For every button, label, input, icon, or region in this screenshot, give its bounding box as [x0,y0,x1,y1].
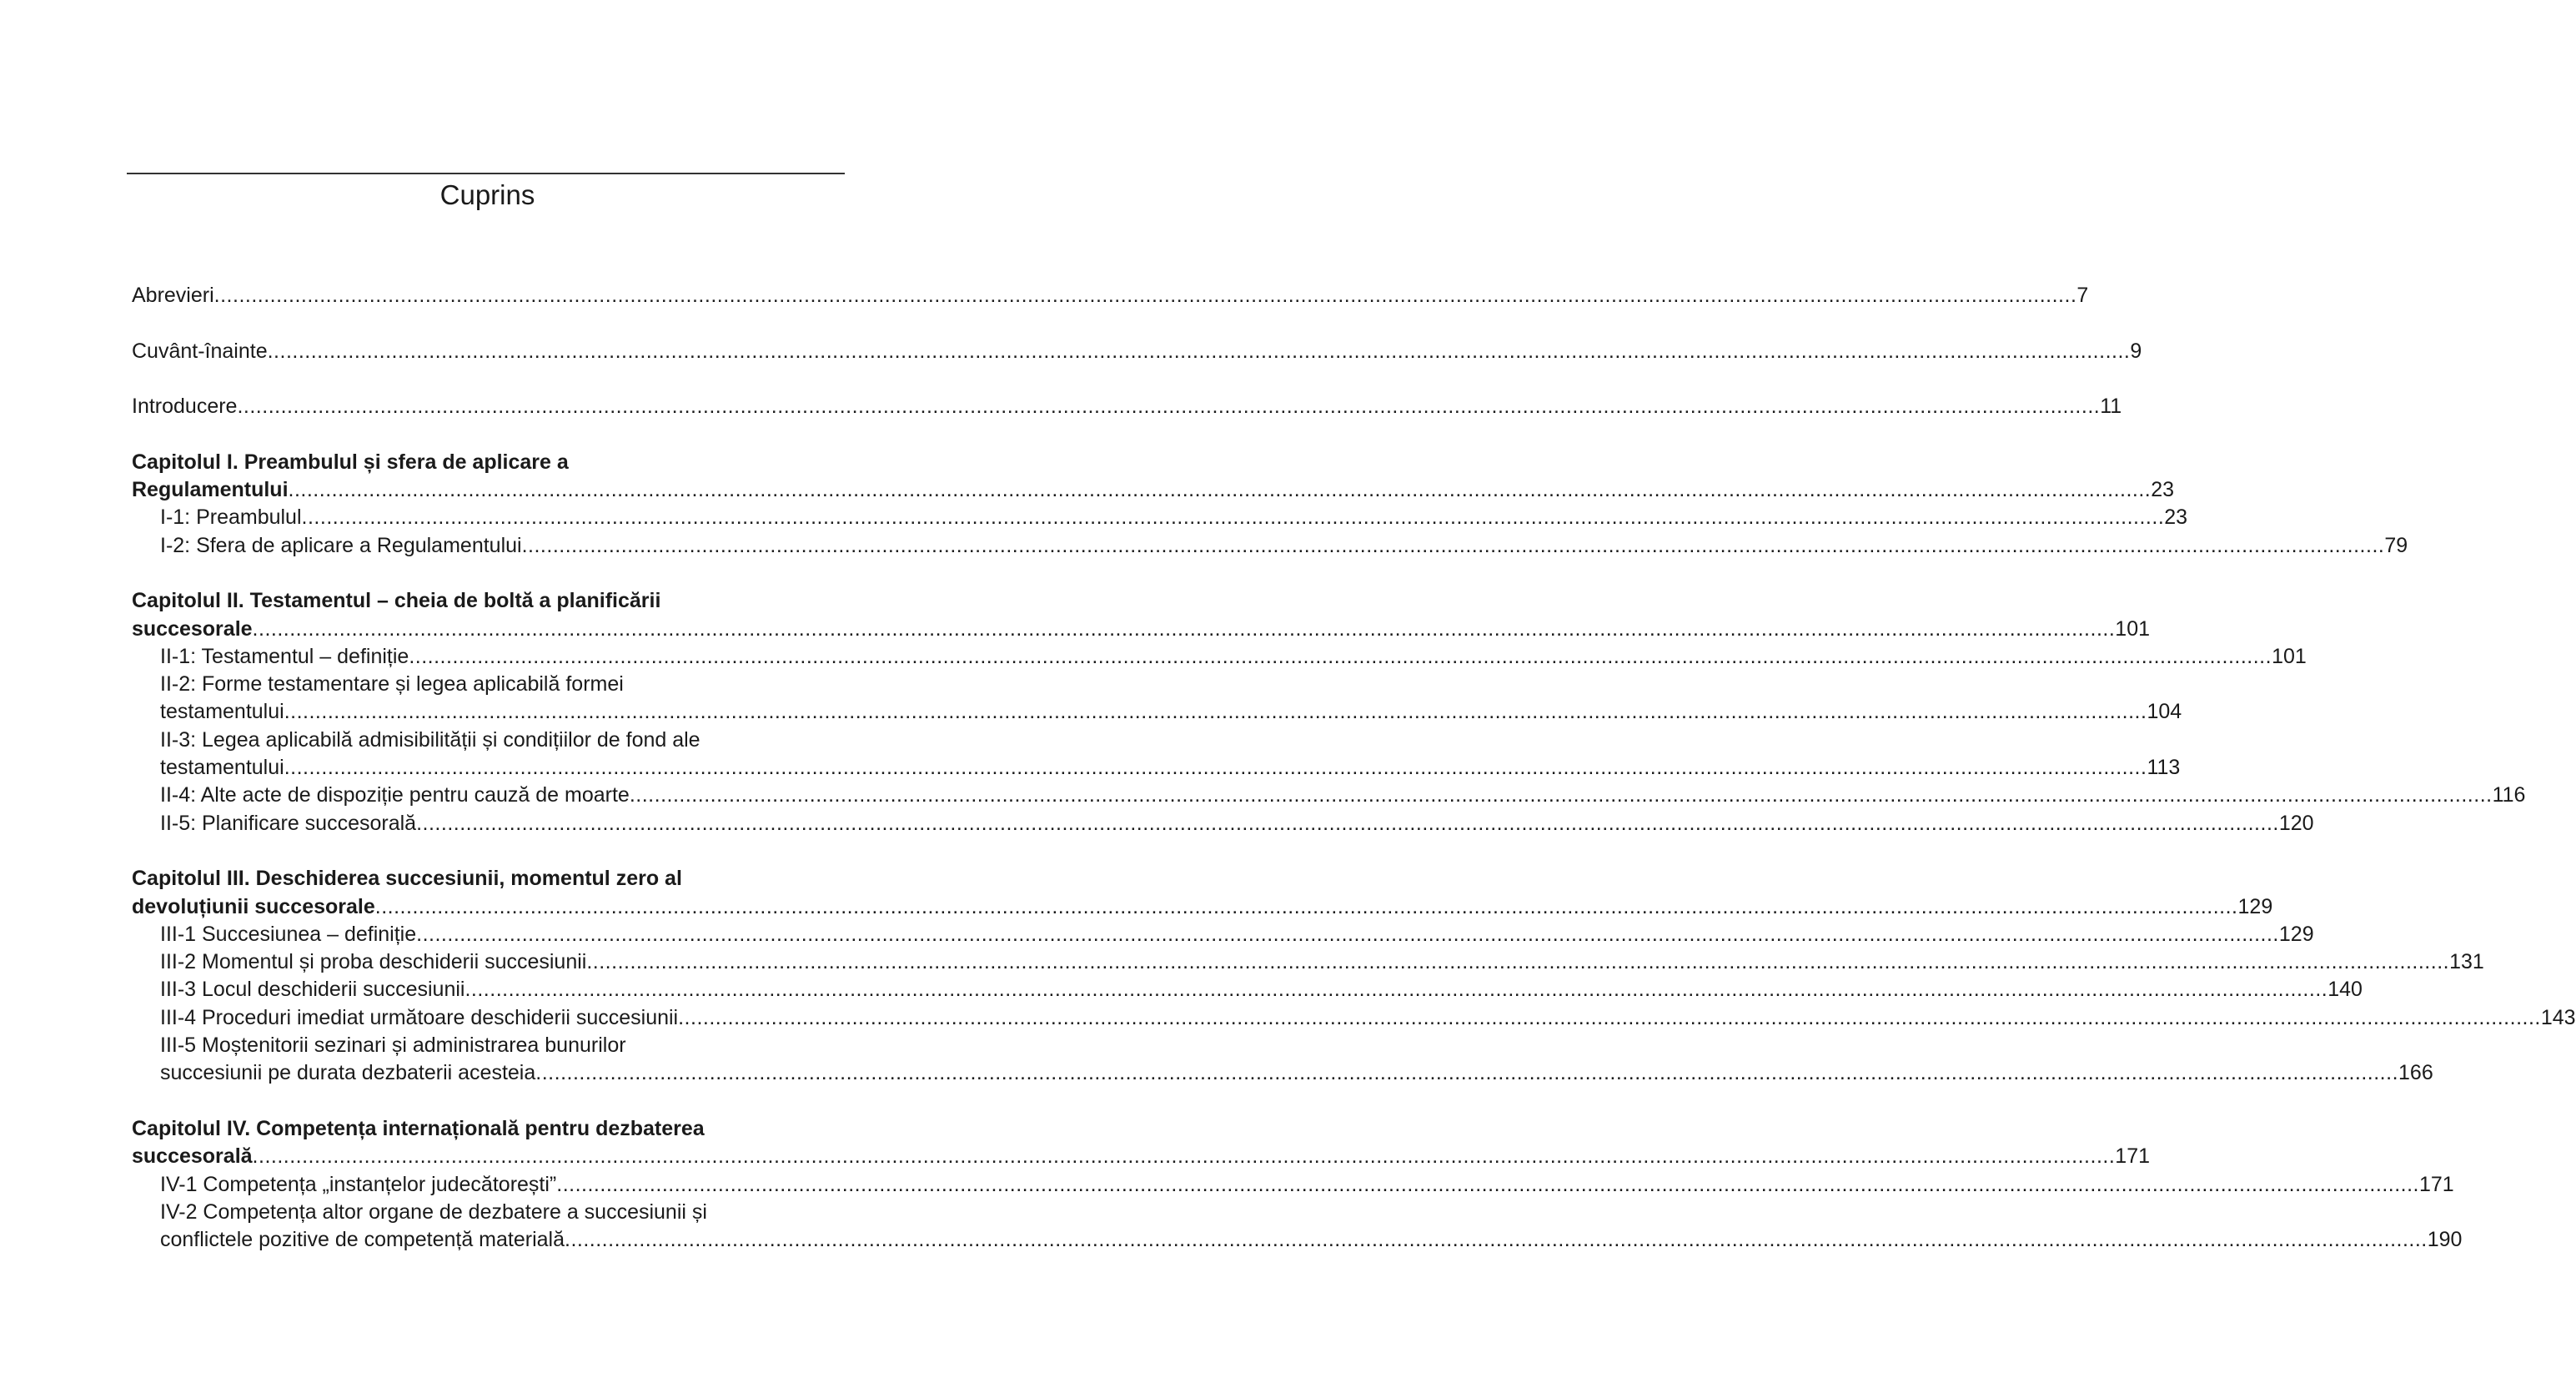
entry-leader-line [160,948,2484,976]
entry-title-line: Capitolul IV. Competența internațională pentru dezbaterea [132,1116,705,1140]
entry-title-line: II-3: Legea aplicabilă admisibilității și condițiilor de fond ale [160,727,700,752]
entry-title: conflictele pozitive de competență materială [160,1228,565,1252]
toc-subsection-entry[interactable] [132,948,2484,976]
page-number: 171 [2419,1172,2454,1196]
entry-title-line: III-5 Moștenitorii sezinari și administrarea bunurilor [160,1034,626,1058]
entry-leader-line [132,893,2273,921]
entry-title: I-1: Preambulul [160,505,302,530]
entry-leader-line [132,393,2122,420]
page-number: 140 [2327,978,2363,1002]
entry-leader-line [132,476,2175,504]
page-number: 143 [2540,1005,2576,1029]
toc-subsection-entry[interactable] [132,1171,2454,1199]
toc-subsection-entry[interactable] [132,1199,2463,1255]
entry-leader-line [160,532,2408,560]
entry-leader-line [160,976,2363,1003]
entry-leader-line [160,1004,2576,1032]
toc-group [132,1115,2463,1254]
entry-title: IV-1 Competența „instanțelor judecătorești” [160,1172,557,1196]
page-number: 11 [2100,395,2122,419]
toc-entry[interactable] [132,338,2142,365]
dot-leader: ............................................................................................................................................................................................................................................................................................................ [409,644,2272,668]
dot-leader: ............................................................................................................................................................................................................................................................................................................ [416,811,2279,835]
entry-title: Abrevieri [132,284,214,307]
entry-title: III-2 Momentul și proba deschiderii succesiunii [160,950,587,974]
entry-title-line: Capitolul III. Deschiderea succesiunii, momentul zero al [132,867,682,891]
dot-leader: ............................................................................................................................................................................................................................................................................................................ [288,478,2152,502]
toc-group [132,587,2526,837]
toc-subsection-entry[interactable] [132,643,2307,671]
entry-title: succesorale [132,616,253,641]
dot-leader: ............................................................................................................................................................................................................................................................................................................ [556,1172,2419,1196]
toc-group [132,449,2408,560]
page-number: 120 [2278,811,2314,835]
toc-subsection-entry[interactable] [132,921,2314,948]
page-number: 116 [2492,783,2526,807]
page-number: 113 [2147,756,2181,780]
dot-leader: ............................................................................................................................................................................................................................................................................................................ [586,950,2450,974]
entry-leader-line [160,754,2181,782]
toc-group [132,338,2142,365]
dot-leader: ............................................................................................................................................................................................................................................................................................................ [252,616,2116,641]
entry-title-line: IV-2 Competența altor organe de dezbatere a succesiunii și [160,1199,707,1224]
toc-subsection-entry[interactable] [132,671,2182,727]
dot-leader: ............................................................................................................................................................................................................................................................................................................ [464,978,2328,1002]
entry-title: Regulamentului [132,478,289,502]
toc-subsection-entry[interactable] [132,504,2188,531]
page-number: 79 [2384,533,2408,557]
dot-leader: ............................................................................................................................................................................................................................................................................................................ [267,339,2131,363]
dot-leader: ............................................................................................................................................................................................................................................................................................................ [284,756,2147,780]
toc-subsection-entry[interactable] [132,782,2526,809]
dot-leader: ............................................................................................................................................................................................................................................................................................................ [521,533,2385,557]
page-number: 23 [2164,505,2188,530]
entry-title: succesorală [132,1144,253,1169]
page-number: 166 [2398,1061,2433,1085]
page-number: 104 [2147,700,2182,724]
toc-subsection-entry[interactable] [132,1032,2433,1088]
entry-title-line: Capitolul II. Testamentul – cheia de boltă a planificării [132,589,661,613]
entry-title: devoluțiunii succesorale [132,894,375,918]
toc-subsection-entry[interactable] [132,1004,2576,1032]
dot-leader: ............................................................................................................................................................................................................................................................................................................ [678,1005,2541,1029]
page-number: 129 [2237,894,2273,918]
toc-subsection-entry[interactable] [132,810,2314,837]
entry-title: Introducere [132,395,238,419]
dot-leader: ............................................................................................................................................................................................................................................................................................................ [565,1228,2428,1252]
entry-leader-line [160,1171,2454,1199]
toc-subsection-entry[interactable] [132,532,2408,560]
toc-group [132,282,2089,309]
toc-group [132,393,2122,420]
toc-entry[interactable] [132,282,2089,309]
entry-leader-line [132,1143,2151,1170]
entry-title: II-4: Alte acte de dispoziție pentru cauză de moarte [160,783,630,807]
entry-leader-line [160,921,2314,948]
entry-title: III-4 Proceduri imediat următoare deschiderii succesiunii [160,1005,679,1029]
table-of-contents [132,282,2576,1282]
toc-chapter-entry[interactable] [132,1115,2151,1171]
page-title: Cuprins [439,179,535,210]
page-number: 131 [2449,950,2484,974]
toc-chapter-entry[interactable] [132,587,2151,643]
dot-leader: ............................................................................................................................................................................................................................................................................................................ [301,505,2165,530]
page-number: 190 [2427,1228,2463,1252]
dot-leader: ............................................................................................................................................................................................................................................................................................................ [629,783,2493,807]
entry-leader-line [160,1226,2463,1254]
entry-leader-line [160,810,2314,837]
entry-leader-line [160,643,2307,671]
entry-title: succesiunii pe durata dezbaterii acesteia [160,1061,536,1085]
toc-chapter-entry[interactable] [132,449,2175,505]
entry-title: III-1 Succesiunea – definiție [160,922,417,946]
entry-title: testamentului [160,756,284,780]
entry-title: testamentului [160,700,284,724]
entry-leader-line [160,504,2188,531]
toc-subsection-entry[interactable] [132,727,2181,782]
entry-title-line: II-2: Forme testamentare și legea aplicabilă formei [160,672,624,697]
dot-leader: ............................................................................................................................................................................................................................................................................................................ [416,922,2279,946]
entry-leader-line [132,616,2151,643]
entry-leader-line [160,698,2182,726]
entry-leader-line [132,282,2089,309]
page-number: 129 [2278,922,2314,946]
entry-title: Cuvânt-înainte [132,339,268,363]
dot-leader: ............................................................................................................................................................................................................................................................................................................ [535,1061,2399,1085]
entry-title: II-5: Planificare succesorală [160,811,417,835]
dot-leader: ............................................................................................................................................................................................................................................................................................................ [213,284,2077,307]
entry-title: II-1: Testamentul – definiție [160,644,409,668]
dot-leader: ............................................................................................................................................................................................................................................................................................................ [374,894,2238,918]
page-number: 171 [2115,1144,2151,1169]
entry-title: I-2: Sfera de aplicare a Regulamentului [160,533,522,557]
dot-leader: ............................................................................................................................................................................................................................................................................................................ [284,700,2147,724]
toc-subsection-entry[interactable] [132,976,2363,1003]
header-rule [127,173,845,174]
page-number: 7 [2076,284,2089,307]
entry-title: III-3 Locul deschiderii succesiunii [160,978,465,1002]
toc-entry[interactable] [132,393,2122,420]
dot-leader: ............................................................................................................................................................................................................................................................................................................ [237,395,2101,419]
entry-leader-line [132,338,2142,365]
entry-title-line: Capitolul I. Preambulul și sfera de aplicare a [132,450,569,474]
page-number: 9 [2130,339,2142,363]
dot-leader: ............................................................................................................................................................................................................................................................................................................ [252,1144,2116,1169]
toc-group [132,865,2576,1087]
entry-leader-line [160,782,2526,809]
page-number: 23 [2151,478,2175,502]
page-number: 101 [2115,616,2151,641]
page-number: 101 [2272,644,2307,668]
entry-leader-line [160,1059,2433,1087]
toc-chapter-entry[interactable] [132,865,2273,921]
